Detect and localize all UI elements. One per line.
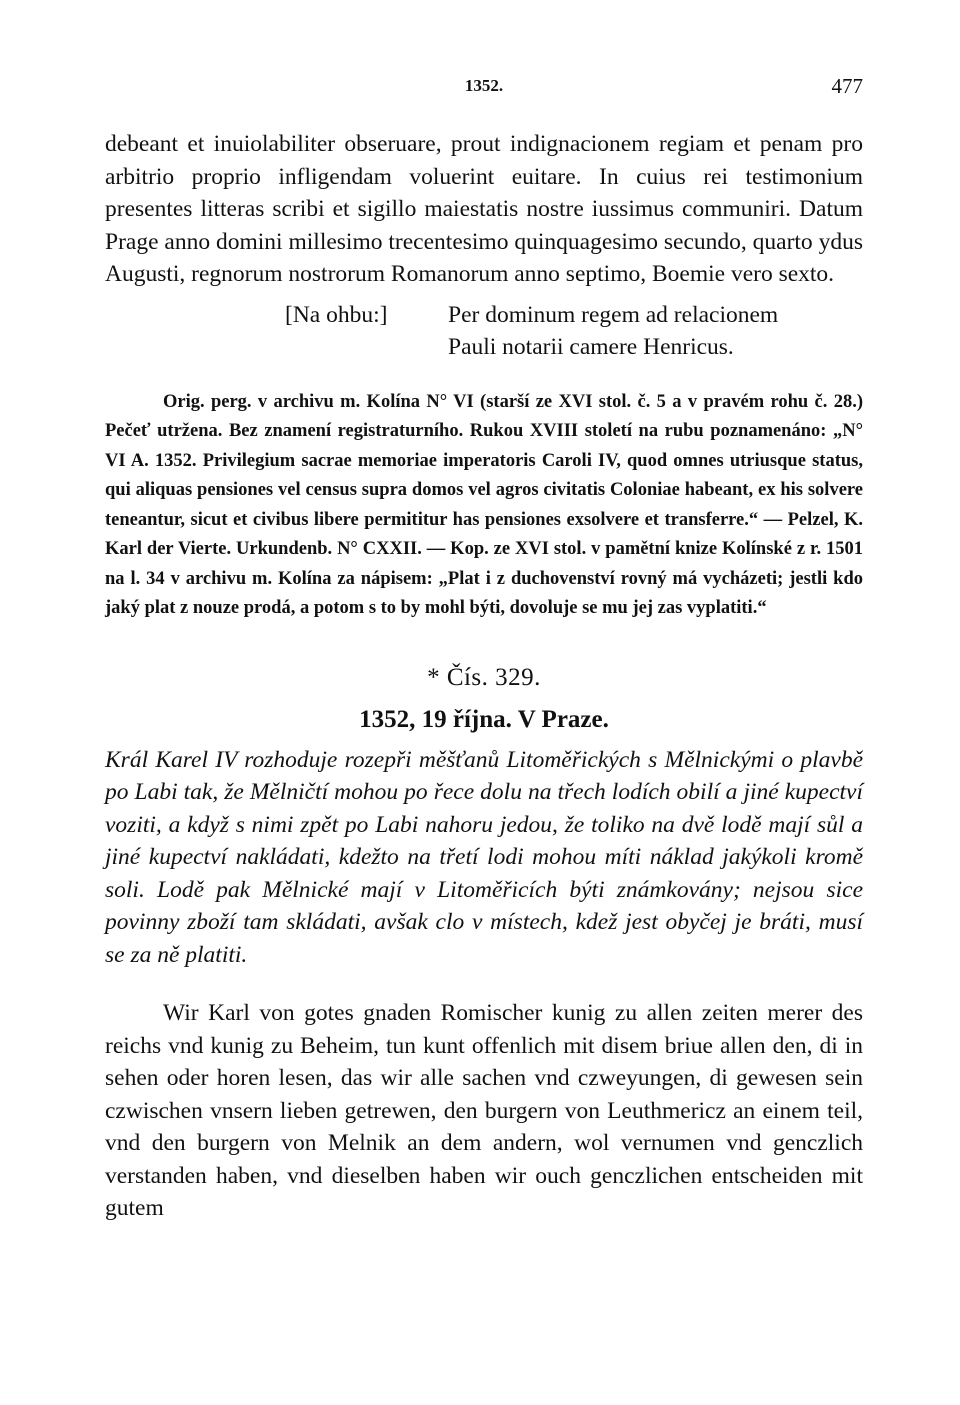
charter-text — [105, 997, 863, 1225]
archival-notes-paragraph: Orig. perg. v archivu m. Kolína N° VI (starší ze XVI stol. č. 5 a v pravém rohu č. 28.) Pečeť utržena. Bez znamení registraturního. Rukou XVIII století na rubu poznamenáno: „N° VI A. 1352. Privilegium sacrae memoriae imperatoris Caroli IV, quod omnes utriusque status, qui aliquas pensiones vel census supra domos vel agros civitatis Coloniae habeant, ex his solvere teneantur, sicut et civibus libere permititur has pensiones exsolvere et transferre.“ — Pelzel, K. Karl der Vierte. Urkundenb. N° CXXII. — Kop. ze XVI stol. v pamětní knize Kolínské z r. 1501 na l. 34 v archivu m. Kolína za nápisem: „Plat i z duchovenství rovný má vycházeti; jestli kdo jaký plat z nouze prodá, a potom s to by mohl býti, dovoluje se mu jej zas vyplatiti.“ — [105, 391, 863, 618]
previous-charter-text — [105, 128, 863, 291]
document-page — [105, 70, 863, 1225]
chancery-note-lines — [448, 299, 778, 364]
charter-number: * Čís. 329. — [427, 663, 541, 691]
previous-charter-paragraph: debeant et inuiolabiliter obseruare, prout indignacionem regiam et penam pro arbitrio proprio infligendam voluerint euitare. In cuius rei testimonium presentes litteras scribi et sigillo maiestatis nostre iussimus communiri. Datum Prage anno domini millesimo trecentesimo quinquagesimo secundo, quarto ydus Augusti, regnorum nostrorum Romanorum anno septimo, Boemie vero sexto. — [105, 131, 863, 287]
charter-regest — [105, 744, 863, 972]
chancery-note-line: Pauli notarii camere Henricus. — [448, 334, 734, 360]
running-head — [105, 70, 863, 110]
regest-paragraph: Král Karel IV rozhoduje rozepři měšťanů Litoměřických s Mělnickými o plavbě po Labi tak, že Mělničtí mohou po řece dolu na třech lodích obilí a jiné kupectví voziti, a když s nimi zpět po Labi nahoru jedou, že toliko na dvě lodě mají sůl a jiné kupectví nakládati, kdežto na třetí lodi mohou míti náklad jakýkoli kromě soli. Lodě pak Mělnické mají v Litoměřicích býti známkovány; nejsou sice povinny zboží tam skládati, avšak clo v místech, kdež jest obyčej je bráti, musí se za ně platiti. — [105, 746, 863, 968]
header-year: 1352. — [464, 76, 504, 95]
chancery-note-line: Per dominum regem ad relacionem — [448, 301, 779, 328]
chancery-note-label: [Na ohbu:] — [285, 301, 388, 328]
chancery-note — [285, 299, 863, 364]
page-number: 477 — [831, 74, 863, 98]
archival-notes — [105, 388, 863, 624]
charter-text-paragraph: Wir Karl von gotes gnaden Romischer kunig zu allen zeiten merer des reichs vnd kunig zu Beheim, tun kunt offenlich mit disem briue allen den, di in sehen oder horen lesen, das wir alle sachen vnd czweyungen, di gewesen sein czwischen vnsern lieben getrewen, den burgern von Leuthmericz an einem teil, vnd den burgern von Melnik an dem andern, wol vernumen vnd genczlich verstanden haben, vnd dieselben haben wir ouch genczlichen entscheiden mit gutem — [105, 1000, 863, 1221]
charter-date: 1352, 19 října. V Praze. — [359, 705, 609, 733]
